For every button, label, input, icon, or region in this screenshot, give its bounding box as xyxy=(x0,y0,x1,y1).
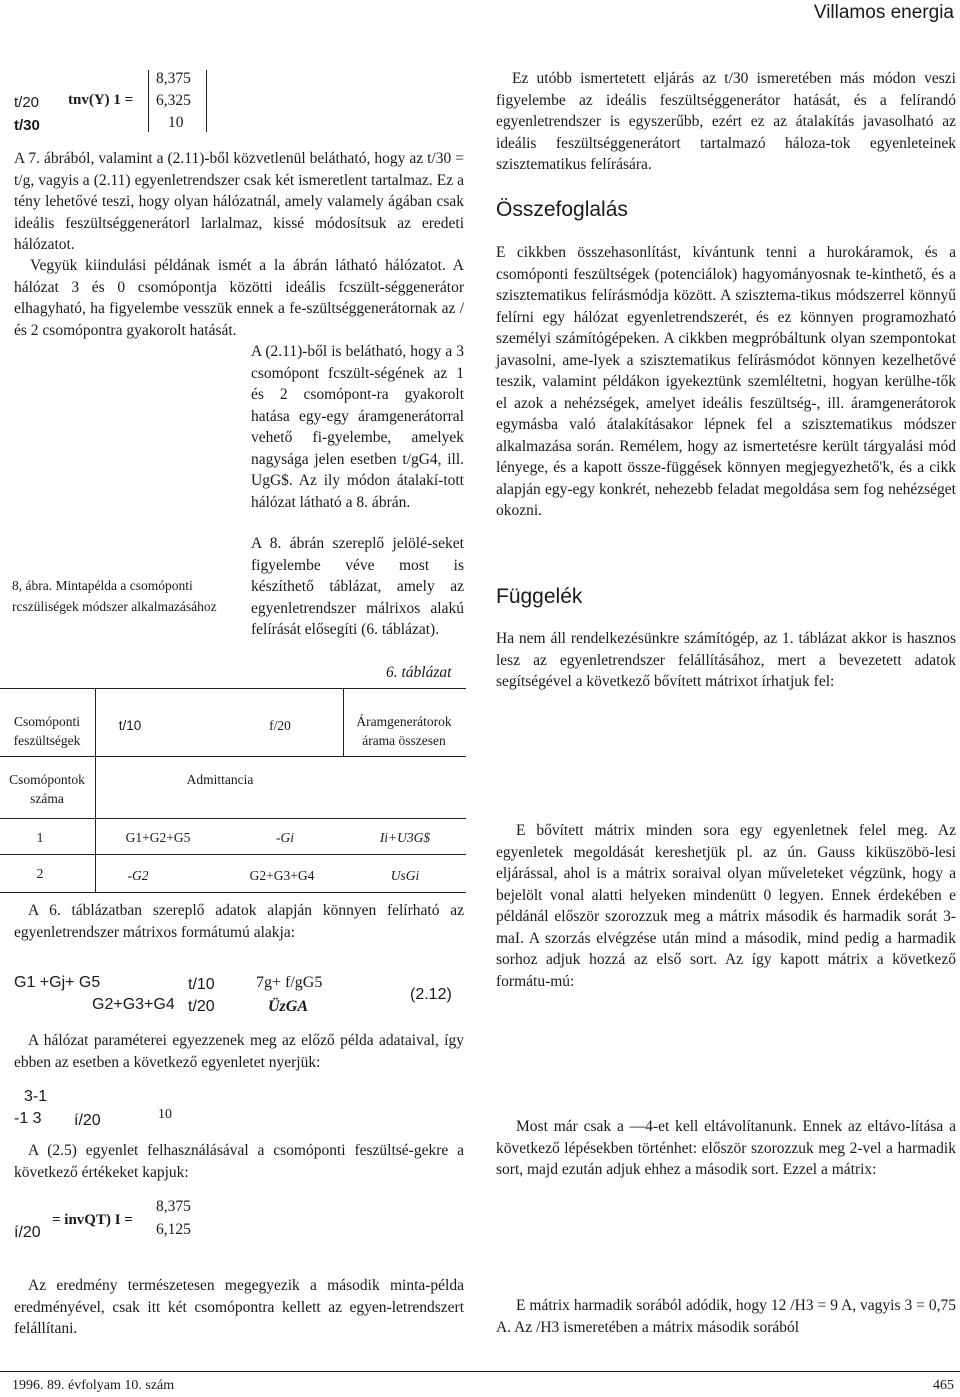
table-r1-c4: Ii+U3G$ xyxy=(379,830,431,845)
table-h6: Admittancia xyxy=(186,772,254,787)
table-h1: Csomóponti feszültségek xyxy=(13,714,81,748)
right-paragraph-2: E cikkben összehasonlítást, kívántunk tenni a hurokáramok, és a csomóponti feszültségek (potenciálok) hagyományosnak te-kinthető, és a szisztematikus felírásmódja között. A szisztema-tikus módszerrel könnyű felírni egy hálózat egyenletrendszerét, és ez könnyen programozható személyi számítógépeken. A cikkben megpróbáltunk olyan szempontokat javasolni, ame-lyek a szisztematikus felírásmódot könnyen kezelhetővé teszik, valamint példákon igyekeztünk szemléltetni, hogyan kerülhe-tők el azok a nehézségek, amelyet ideális feszültség-, ill. áramgenerátorok egymásba való átalakításakor lépnek fel a szisztematikus módszer alkalmazása során. Remélem, hogy az ismertetésre került tárgyalási mód lényege, és a kapott össze-függések könnyen megjegyezhető'k, és a cikk alapján egy-egy konkrét, nehezebb feladat megoldása sem fog nehézséget okozni. xyxy=(496,244,956,519)
eq-top-val-1: 8,375 xyxy=(156,70,191,87)
left-paragraph-8: Az eredmény természetesen megegyezik a második minta-példa eredményével, csak itt két csomópontra kellett az egyen-letrendszert felállítani. xyxy=(14,1277,464,1337)
eq-top-lhs: tnv(Y) 1 = xyxy=(68,92,134,108)
eq-c-val1: 8,375 xyxy=(156,1198,191,1215)
table-h2: t/10 xyxy=(118,718,142,733)
right-paragraph-1: Ez utóbb ismertetett eljárás az t/30 ismeretében más módon veszi figyelembe az ideális feszültséggenerátor hatását, és a felírandó egyenletrendszer is egyszerűbb, ezért ez az átalakítás javasolható az ideális feszültséggenerátort tartalmazó háloza-tok egyenleteinek szisztematikus felírására. xyxy=(496,70,956,173)
eq-c-lhs: = invQT) I = xyxy=(52,1212,133,1228)
left-paragraph-6: A hálózat paraméterei egyezzenek meg az előző példa adataival, így ebben az esetben a következő egyenletet nyerjük: xyxy=(14,1032,464,1071)
eq-top-val-3: 10 xyxy=(168,114,184,131)
table-rule-2 xyxy=(0,756,466,757)
right-paragraph-3: Ha nem áll rendelkezésünkre számítógép, az 1. táblázat akkor is hasznos lesz az egyenletrendszer felállításához, mert a bevezetett adatok segítségével a következő bővített mátrixot írhatjuk fel: xyxy=(496,630,956,690)
left-paragraph-4: A 8. ábrán szereplő jelölé-seket figyelembe véve most is készíthető táblázat, amely az egyenletrendszer málrixos alakú felírását elősegíti (6. táblázat). xyxy=(251,535,464,638)
eq12-row1: G1 +Gj+ G5 xyxy=(14,974,101,991)
eq-b-c: í/20 xyxy=(74,1112,101,1129)
eq12-v1: t/10 xyxy=(188,976,215,993)
table-h3: f/20 xyxy=(269,718,291,733)
table-rule-3 xyxy=(0,818,466,819)
eq-b-a: 3-1 xyxy=(24,1088,48,1105)
table-r1-c2: G1+G2+G5 xyxy=(125,830,191,845)
eq-b-b: -1 3 xyxy=(14,1110,42,1127)
heading-fuggelek: Függelék xyxy=(496,585,583,608)
table-vline-1 xyxy=(95,688,96,756)
eq12-rhs2: ÜzGA xyxy=(268,998,309,1015)
footer-rule xyxy=(0,1371,960,1372)
footer-issue: 1996. 89. évfolyam 10. szám xyxy=(12,1378,175,1393)
table-title: 6. táblázat xyxy=(386,664,452,681)
left-paragraph-7: A (2.5) egyenlet felhasználásával a csomóponti feszültsé-gekre a következő értékeket kapjuk: xyxy=(14,1142,464,1181)
eq12-number: (2.12) xyxy=(410,986,452,1003)
table-r2-c1: 2 xyxy=(36,866,44,881)
eq12-v2: t/20 xyxy=(188,998,215,1015)
table-r2-c2: -G2 xyxy=(127,868,149,883)
table-r1-c1: 1 xyxy=(36,830,44,845)
table-rule-bottom xyxy=(0,892,466,893)
table-vline-3 xyxy=(95,756,96,892)
table-r1-c3: -Gi xyxy=(276,830,294,845)
right-paragraph-4: E bővített mátrix minden sora egy egyenletnek felel meg. Az egyenletek megoldását kereshetjük pl. az ún. Gauss kiküszöbö-lesi eljárással, ahol is a mátrix soraival olyan műveleteket végzünk, hogy a bejelölt vonal alatti helyeken mindenütt 0 legyen. Ennek érdekében e példánál először szorozzuk meg a mátrix második és harmadik sorát 3-maI. A szorzás elvégzése után mind a második, mind pedig a harmadik sorhoz adjuk hozzá az első sort. Az így kapott mátrix a következő formátu-mú: xyxy=(496,822,956,990)
table-h4: Áramgenerátorok árama összesen xyxy=(356,714,452,748)
eq-top-val-2: 6,325 xyxy=(156,92,191,109)
figure-caption-line1: 8, ábra. Mintapélda a csomóponti xyxy=(12,578,193,593)
table-r2-c3: G2+G3+G4 xyxy=(249,868,315,883)
right-paragraph-5: Most már csak a —4-et kell eltávolítanunk. Ennek az eltávo-lítása a következő lépésekben történhet: először szorozzuk meg 2-vel a harmadik sort, majd ezután adjuk ehhez a második sort. Ezzel a mátrix: xyxy=(496,1118,956,1178)
table-vline-2 xyxy=(343,688,344,756)
page-number: 465 xyxy=(933,1378,954,1393)
table-h5: Csomópontok száma xyxy=(9,772,85,806)
eq-c-val2: 6,125 xyxy=(156,1221,191,1238)
eq-top-bracket-right xyxy=(206,70,207,132)
eq-top-bracket-left xyxy=(148,70,149,132)
left-paragraph-2: Vegyük kiindulási példának ismét a la ábrán látható hálózatot. A hálózat 3 és 0 csomópontja közötti ideális fcszült-séggenerátor elhagyható, ha figyelembe vesszük ennek a fe-szültséggenerátornak az / és 2 csomópontra gyakorolt hatását. xyxy=(14,257,464,339)
left-paragraph-5: A 6. táblázatban szereplő adatok alapján könnyen felírható az egyenletrendszer mátrixos formátumú alakja: xyxy=(14,902,464,941)
left-paragraph-3: A (2.11)-ből is belátható, hogy a 3 csomópont fcszült-ségének az 1 és 2 csomópont-ra gyakorolt hatása egy-egy áramgenerátorral vehető fi-gyelembe, amelyek nagysága jelen esetben t/gG4, ill. UgG$. Az ily módon átalakí-tott hálózat látható a 8. ábrán. xyxy=(251,343,464,511)
right-paragraph-6: E mátrix harmadik sorából adódik, hogy 12 /H3 = 9 A, vagyis 3 = 0,75 A. Az /H3 ismeretében a mátrix második sorából xyxy=(496,1297,956,1336)
table-r2-c4: UsGi xyxy=(390,868,420,883)
heading-osszefoglalas: Összefoglalás xyxy=(496,198,628,221)
eq-top-v2: t/30 xyxy=(14,117,40,134)
eq12-row2: G2+G3+G4 xyxy=(92,996,175,1013)
left-paragraph-1: A 7. ábrából, valamint a (2.11)-ből közvetlenül belátható, hogy az t/30 = t/g, vagyis a (2.11) egyenletrendszer csak két ismeretlent tartalmaz. Ez a tény lehetővé teszi, hogy olyan hálózatnál, amely valamely ágában csak ideális feszültséggenerátorl larlalmaz, kissé módosítsuk az eredeti hálózatot. xyxy=(14,150,464,253)
eq-top-v1: t/20 xyxy=(14,94,40,111)
eq-b-d: 10 xyxy=(158,1107,172,1122)
eq12-rhs1: 7g+ f/gG5 xyxy=(256,974,323,991)
eq-c-v: í/20 xyxy=(14,1224,41,1241)
table-rule-4 xyxy=(0,854,466,855)
figure-caption-line2: rcszüliségek módszer alkalmazásához xyxy=(12,599,217,614)
table-rule-top xyxy=(0,688,466,689)
running-header: Villamos energia xyxy=(813,2,954,23)
